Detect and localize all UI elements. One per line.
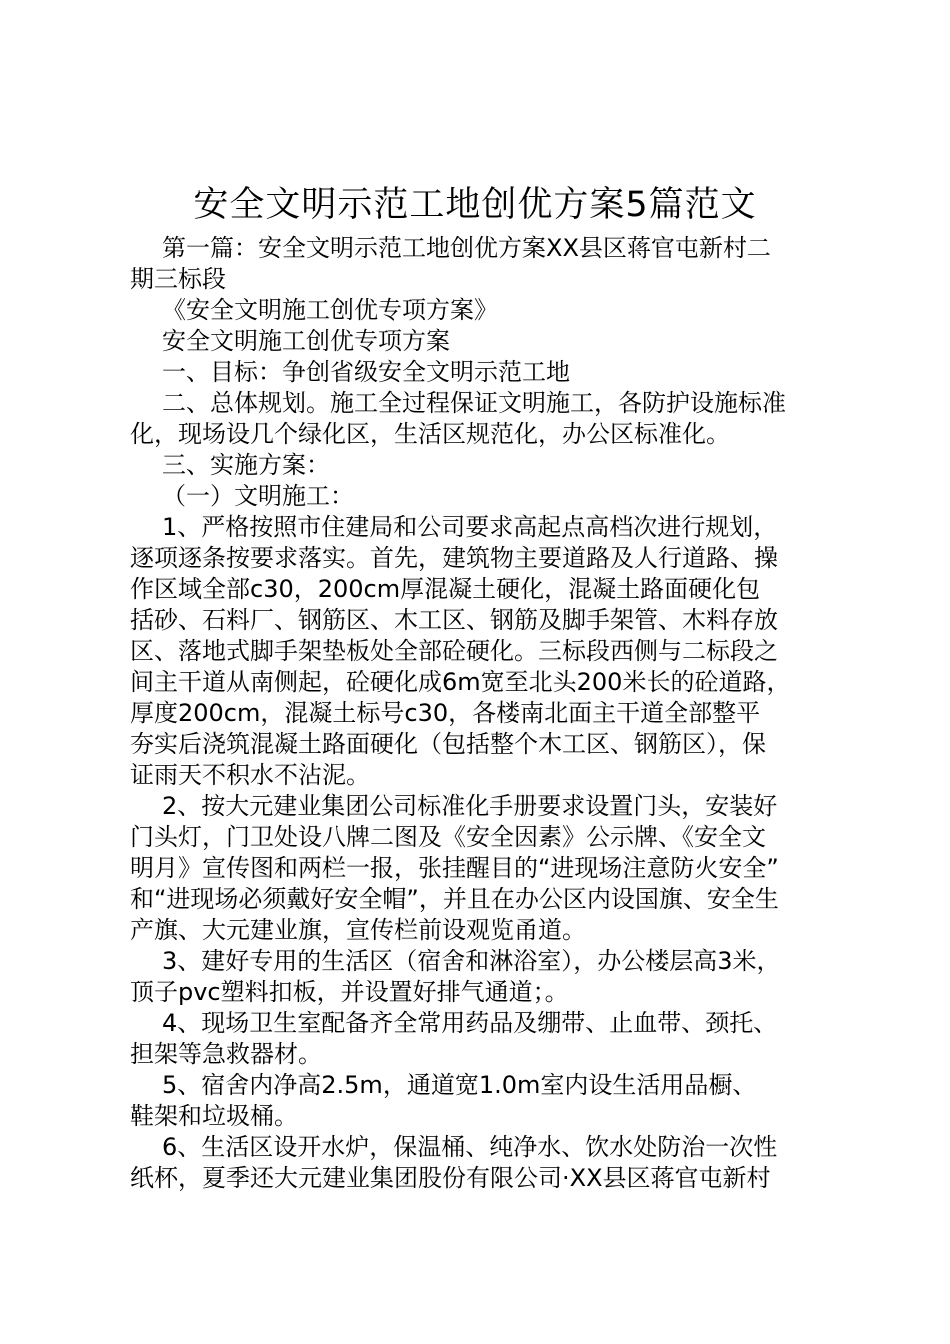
paragraph (130, 357, 855, 388)
paragraph-line: 区、落地式脚手架垫板处全部砼硬化。三标段西侧与二标段之 (130, 637, 778, 665)
paragraph-line: 《安全文明施工创优专项方案》 (162, 296, 498, 324)
paragraph-line: 证雨天不积水不沾泥。 (130, 761, 370, 789)
paragraph (130, 946, 855, 1008)
paragraph-line: 3、建好专用的生活区（宿舍和淋浴室），办公楼层高3米， (162, 947, 781, 975)
paragraph (130, 450, 855, 481)
paragraph (130, 1070, 855, 1132)
paragraph-line: 三、实施方案： (162, 451, 330, 479)
paragraph-line: 4、现场卫生室配备齐全常用药品及绷带、止血带、颈托、 (162, 1009, 778, 1037)
paragraph (130, 481, 855, 512)
paragraph (130, 233, 855, 295)
paragraph-line: 5、宿舍内净高2.5m，通道宽1.0m室内设生活用品橱、 (162, 1071, 757, 1099)
paragraph-line: 一、目标：争创省级安全文明示范工地 (162, 358, 570, 386)
paragraph-line: 鞋架和垃圾桶。 (130, 1102, 298, 1130)
paragraph-line: 间主干道从南侧起，砼硬化成6m宽至北头200米长的砼道路， (130, 668, 791, 696)
paragraph-line: 6、生活区设开水炉，保温桶、纯净水、饮水处防治一次性 (162, 1133, 778, 1161)
paragraph-line: 期三标段 (130, 265, 226, 293)
paragraph-line: 明月》宣传图和两栏一报，张挂醒目的“进现场注意防火安全” (130, 854, 779, 882)
paragraph-line: 安全文明施工创优专项方案 (162, 327, 450, 355)
paragraph-line: 纸杯，夏季还大元建业集团股份有限公司·XX县区蒋官屯新村 (130, 1164, 771, 1192)
paragraph-line: 1、严格按照市住建局和公司要求高起点高档次进行规划， (162, 513, 778, 541)
paragraph-line: 作区域全部c30，200cm厚混凝土硬化，混凝土路面硬化包 (130, 575, 761, 603)
paragraph-line: 化，现场设几个绿化区，生活区规范化，办公区标准化。 (130, 420, 730, 448)
paragraph-line: 二、总体规划。施工全过程保证文明施工，各防护设施标准 (162, 389, 786, 417)
paragraph-line: 括砂、石料厂、钢筋区、木工区、钢筋及脚手架管、木料存放 (130, 606, 778, 634)
paragraph-line: 厚度200cm，混凝土标号c30，各楼南北面主干道全部整平 (130, 699, 761, 727)
paragraph-line: 第一篇：安全文明示范工地创优方案XX县区蒋官屯新村二 (162, 234, 771, 262)
paragraph (130, 326, 855, 357)
paragraph (130, 388, 855, 450)
paragraph (130, 1008, 855, 1070)
paragraph-line: 2、按大元建业集团公司标准化手册要求设置门头，安装好 (162, 792, 778, 820)
paragraph-line: 担架等急救器材。 (130, 1040, 322, 1068)
paragraph-line: 夯实后浇筑混凝土路面硬化（包括整个木工区、钢筋区），保 (130, 730, 766, 758)
paragraph-line: 产旗、大元建业旗，宣传栏前设观览甬道。 (130, 916, 586, 944)
paragraph (130, 295, 855, 326)
paragraph (130, 1132, 855, 1194)
document-body (130, 233, 855, 1194)
paragraph-line: 门头灯，门卫处设八牌二图及《安全因素》公示牌、《安全文 (130, 823, 766, 851)
paragraph-line: 逐项逐条按要求落实。首先，建筑物主要道路及人行道路、操 (130, 544, 778, 572)
paragraph-line: 顶子pvc塑料扣板，并设置好排气通道；。 (130, 978, 569, 1006)
paragraph-line: 和“进现场必须戴好安全帽”，并且在办公区内设国旗、安全生 (130, 885, 779, 913)
document-title: 安全文明示范工地创优方案5篇范文 (193, 185, 757, 225)
paragraph-line: （一）文明施工： (162, 482, 354, 510)
paragraph (130, 791, 855, 946)
paragraph (130, 512, 855, 791)
